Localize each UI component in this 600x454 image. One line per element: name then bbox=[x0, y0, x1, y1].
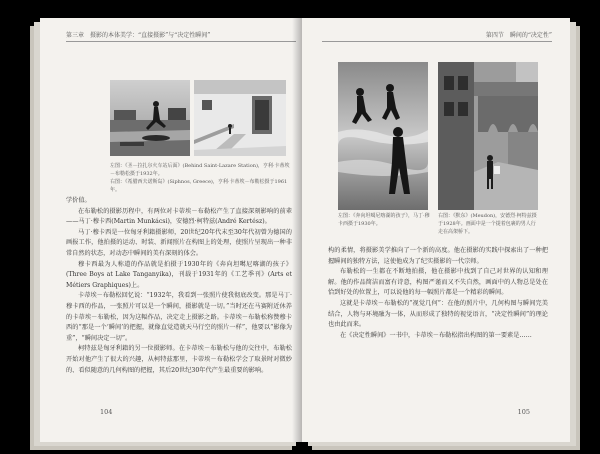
left-caption-2: 右图：《希腊西夫诺斯岛》(Siphnos, Greece)，亨利·卡蒂埃－布勒松摄于1961年。 bbox=[110, 179, 288, 193]
photo-meudon bbox=[438, 62, 538, 210]
photo-siphnos bbox=[194, 80, 286, 156]
photo-three-boys bbox=[338, 62, 428, 210]
paragraph: 在《决定性瞬间》一书中，卡蒂埃－布勒松指出构图的第一要素是…… bbox=[340, 331, 532, 339]
right-body-text bbox=[328, 246, 548, 402]
paragraph: 布勒松的一生都在不断地拍摄，他在摄影中找到了自己对世界的认知和理解。他的作品简洁而富有诗意，构图严谨而又不失自然，画面中的人物总是处在恰到好处的位置上，可以说他的每一幅照片都是一个精彩的瞬间。 bbox=[328, 268, 548, 297]
right-caption-1: 左图：《奔向坦噶尼喀湖的孩子》，马丁·穆卡西摄于1930年。 bbox=[338, 213, 430, 227]
right-caption-2: 右图：《默东》(Meudon)，安德烈·柯特兹摄于1928年。画面中是一个提着包裹的男人行走在高架桥下。 bbox=[438, 213, 537, 235]
paragraph: 柯特兹是匈牙利籍的另一位摄影师。在卡蒂埃－布勒松与他的交往中，布勒松开始对他产生了很大的兴趣，从柯特兹那里，卡蒂埃－布勒松学会了取景时对微妙的、看似随意的几何构图的把握，其后20世纪30年代产生最重要的影响。 bbox=[66, 345, 292, 374]
right-page-number: 105 bbox=[517, 408, 530, 416]
left-caption-1: 左图：《圣－拉扎尔火车站后面》(Behind Saint-Lazare Station)，亨利·卡蒂埃－布勒松摄于1932年。 bbox=[110, 163, 290, 177]
paragraph: 这就是卡蒂埃－布勒松的“视觉几何”：在他的照片中，几何构图与瞬间完美结合，人物与环境融为一体，从而形成了独特的视觉语言，“决定性瞬间”的理论也由此而来。 bbox=[328, 299, 548, 329]
right-page-header: 第四节 瞬间的“决定性” bbox=[322, 30, 552, 42]
left-body-text bbox=[66, 196, 292, 386]
paragraph: 穆卡西最为人称道的作品就是拍摄于1930年的《奔向坦噶尼喀湖的孩子》(Three Boys at Lake Tanganyika)，刊载于1931年的《工艺季刊》(Arts et Métiers Graphiques)上。 bbox=[66, 260, 292, 289]
paragraph: 构的柔情，将摄影美学推向了一个新的高度。他在摄影的实践中探索出了一种把握瞬间的独特方法，这使他成为了纪实摄影的一代宗师。 bbox=[328, 247, 548, 265]
paragraph: 马丁·穆卡西是一位匈牙利籍摄影师，20世纪20年代末至30年代初曾为德国的画报工作，他拍摄的运动、时装、新闻照片在构图上的处理，使照片呈现出一种非常自然的状态，对动态中瞬间的美有深刻的体会。 bbox=[66, 228, 292, 257]
left-page-number: 104 bbox=[100, 408, 113, 416]
photo-saint-lazare bbox=[110, 80, 190, 156]
paragraph: 在布勒松的摄影历程中，有两位对卡蒂埃－布勒松产生了直接深刻影响的前辈——马丁·穆卡西(Martin Munkácsi)，安德烈·柯特兹(André Kertész)。 bbox=[66, 207, 292, 226]
left-page bbox=[40, 18, 302, 442]
right-page bbox=[302, 18, 570, 442]
paragraph: 卡蒂埃－布勒松回忆说：“1932年，我看到一张照片使我彻底改变。那是马丁·穆卡西的作品，一张照片可以是一个瞬间，摄影就是一切。”当时还在马赛附近休养的卡蒂埃－布勒松，因为这幅作品，决定走上摄影之路。卡蒂埃－布勒松称赞穆卡西的“那是一个‘瞬间’的把握，就像直觉造就天马行空的照片一样”，他要以“影像为重”，“瞬间决定一切”。 bbox=[66, 292, 292, 342]
paragraph: 学价值。 bbox=[66, 197, 91, 204]
left-page-header: 第三章 摄影的本体美学：“直接摄影”与“决定性瞬间” bbox=[66, 30, 296, 42]
